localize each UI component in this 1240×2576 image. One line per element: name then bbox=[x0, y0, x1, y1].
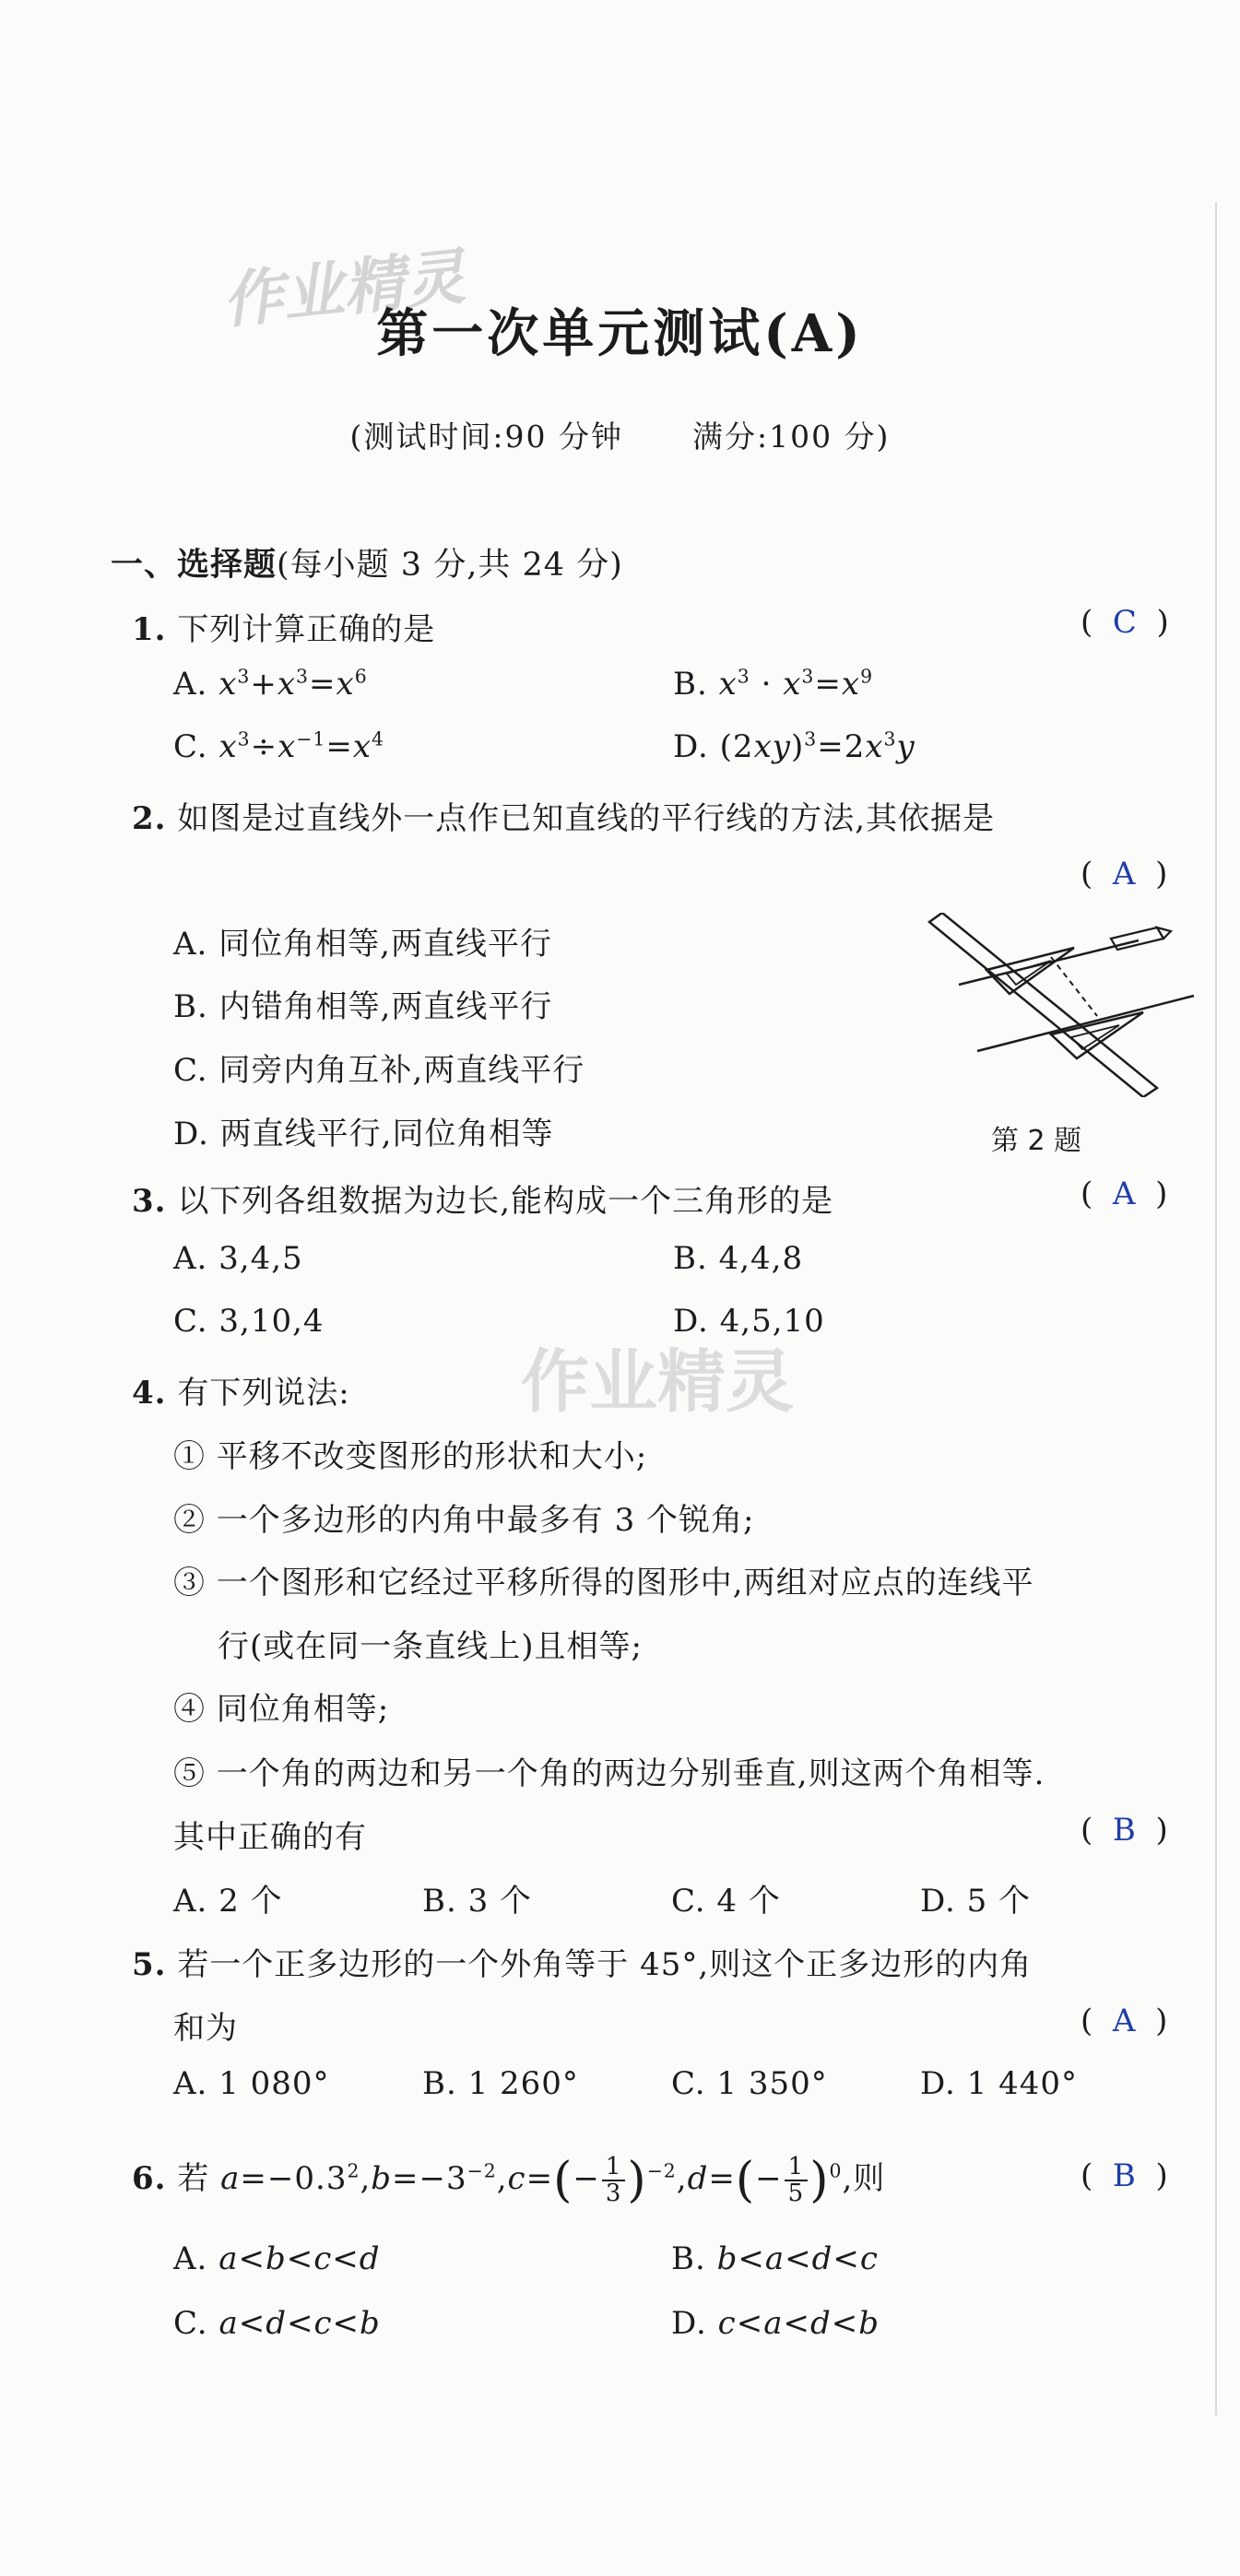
section-heading bbox=[111, 539, 623, 585]
q1-option-d: D. $(2xy)^3=2x^3y$ bbox=[673, 727, 915, 765]
q2-stem-line bbox=[132, 793, 995, 838]
q4-statement-5: ⑤ 一个角的两边和另一个角的两边分别垂直,则这两个角相等. bbox=[173, 1755, 1045, 1792]
q3-answer: A bbox=[1112, 1176, 1136, 1212]
q6-frac-d: $\frac{1}{5}$ bbox=[785, 2155, 809, 2207]
q3-option-d: D. 4,5,10 bbox=[673, 1303, 825, 1340]
upper-triangle bbox=[986, 948, 1074, 994]
q2-figure-caption: 第 2 题 bbox=[991, 1125, 1082, 1157]
q6-answer-slot: ( B ) bbox=[1081, 2157, 1168, 2194]
q4-answer-slot: ( B ) bbox=[1081, 1812, 1168, 1849]
q5-number: 5. bbox=[132, 1946, 167, 1983]
q2-answer-slot: ( A ) bbox=[1081, 856, 1168, 892]
q3-stem: 以下列各组数据为边长,能构成一个三角形的是 bbox=[177, 1183, 834, 1220]
q6-option-c: C. a<d<c<b bbox=[173, 2305, 381, 2342]
q4-answer: B bbox=[1112, 1812, 1136, 1849]
q2-figure bbox=[922, 913, 1199, 1097]
q1-answer-slot: ( C ) bbox=[1081, 604, 1169, 641]
section-label: 一、选择题 bbox=[111, 546, 278, 584]
section-note: (每小题 3 分,共 24 分) bbox=[277, 547, 623, 584]
q4-statement-3-cont: 行(或在同一条直线上)且相等; bbox=[218, 1628, 643, 1665]
ruler-shape bbox=[929, 913, 1157, 1097]
q2-option-c: C. 同旁内角互补,两直线平行 bbox=[173, 1052, 585, 1089]
q6-answer: B bbox=[1112, 2157, 1136, 2194]
page-title: 第一次单元测试(A) bbox=[376, 303, 864, 364]
q4-stem: 有下列说法: bbox=[177, 1375, 350, 1412]
q6-option-a: A. a<b<c<d bbox=[173, 2240, 381, 2277]
q5-stem-cont: 和为 bbox=[173, 2010, 238, 2047]
q4-number: 4. bbox=[132, 1375, 167, 1412]
q5-answer-slot: ( A ) bbox=[1081, 2003, 1168, 2039]
q3-option-b: B. 4,4,8 bbox=[673, 1240, 804, 1277]
q3-number: 3. bbox=[132, 1183, 167, 1220]
q4-option-a: A. 2 个 bbox=[173, 1883, 283, 1920]
q3-stem-line bbox=[132, 1176, 833, 1221]
q4-statement-4: ④ 同位角相等; bbox=[173, 1691, 390, 1728]
q1-stem-line bbox=[132, 604, 435, 649]
q1-stem: 下列计算正确的是 bbox=[177, 611, 436, 648]
q6-option-d: D. c<a<d<b bbox=[671, 2305, 880, 2342]
q4-option-d: D. 5 个 bbox=[920, 1883, 1032, 1920]
q5-option-a: A. 1 080° bbox=[173, 2065, 330, 2102]
lower-triangle bbox=[1051, 1012, 1143, 1058]
page-edge-line bbox=[1215, 203, 1217, 2416]
q1-option-b: B. $x^3 \cdot x^3=x^9$ bbox=[673, 665, 874, 703]
q2-option-a: A. 同位角相等,两直线平行 bbox=[173, 926, 552, 963]
q5-option-c: C. 1 350° bbox=[671, 2065, 828, 2102]
q6-number: 6. bbox=[132, 2160, 167, 2197]
q2-stem: 如图是过直线外一点作已知直线的平行线的方法,其依据是 bbox=[177, 800, 996, 837]
q4-question: 其中正确的有 bbox=[173, 1819, 367, 1856]
q3-answer-slot: ( A ) bbox=[1081, 1176, 1168, 1212]
q6-frac-c: $\frac{1}{3}$ bbox=[602, 2155, 626, 2207]
q2-option-b: B. 内错角相等,两直线平行 bbox=[173, 988, 553, 1025]
q4-option-c: C. 4 个 bbox=[671, 1883, 781, 1920]
q2-option-d: D. 两直线平行,同位角相等 bbox=[173, 1116, 554, 1152]
q1-answer: C bbox=[1112, 604, 1137, 641]
q5-stem: 若一个正多边形的一个外角等于 45°,则这个正多边形的内角 bbox=[177, 1946, 1033, 1983]
q1-option-c: C. $x^3\div x^{-1}=x^4$ bbox=[173, 727, 385, 765]
q4-statement-3: ③ 一个图形和它经过平移所得的图形中,两组对应点的连线平 bbox=[173, 1565, 1034, 1601]
q5-option-b: B. 1 260° bbox=[422, 2065, 579, 2102]
q6-stem-line: 6. 若 $a=-0.3^2,b=-3^{-2},c=(-$ $\frac{1}{3}$ )$^{-2}$,d=(− $\frac{1}{5}$ )$^0$,则 bbox=[132, 2152, 886, 2208]
watermark-top: 作业精灵 bbox=[218, 241, 468, 337]
lower-line bbox=[977, 996, 1194, 1051]
q1-option-a: A. $x^3+x^3=x^6$ bbox=[173, 665, 368, 703]
q5-stem-line bbox=[132, 1939, 1032, 1984]
q4-stem-line bbox=[132, 1367, 350, 1412]
q1-number: 1. bbox=[132, 611, 167, 648]
watermark-middle: 作业精灵 bbox=[521, 1342, 794, 1422]
q5-answer: A bbox=[1112, 2003, 1136, 2039]
q4-statement-2: ② 一个多边形的内角中最多有 3 个锐角; bbox=[173, 1502, 755, 1539]
q5-option-d: D. 1 440° bbox=[920, 2065, 1078, 2102]
q6-suffix: ,则 bbox=[842, 2160, 886, 2197]
q3-option-c: C. 3,10,4 bbox=[173, 1303, 325, 1340]
pencil-tip bbox=[1157, 928, 1171, 939]
q4-statement-1: ① 平移不改变图形的形状和大小; bbox=[173, 1438, 648, 1475]
q2-answer: A bbox=[1112, 856, 1136, 892]
q6-option-b: B. b<a<d<c bbox=[671, 2240, 879, 2277]
q6-prefix: 若 bbox=[177, 2160, 210, 2197]
q2-number: 2. bbox=[132, 800, 167, 837]
page-subtitle: (测试时间:90 分钟 满分:100 分) bbox=[349, 419, 891, 455]
q4-option-b: B. 3 个 bbox=[422, 1883, 533, 1920]
q3-option-a: A. 3,4,5 bbox=[173, 1240, 303, 1277]
